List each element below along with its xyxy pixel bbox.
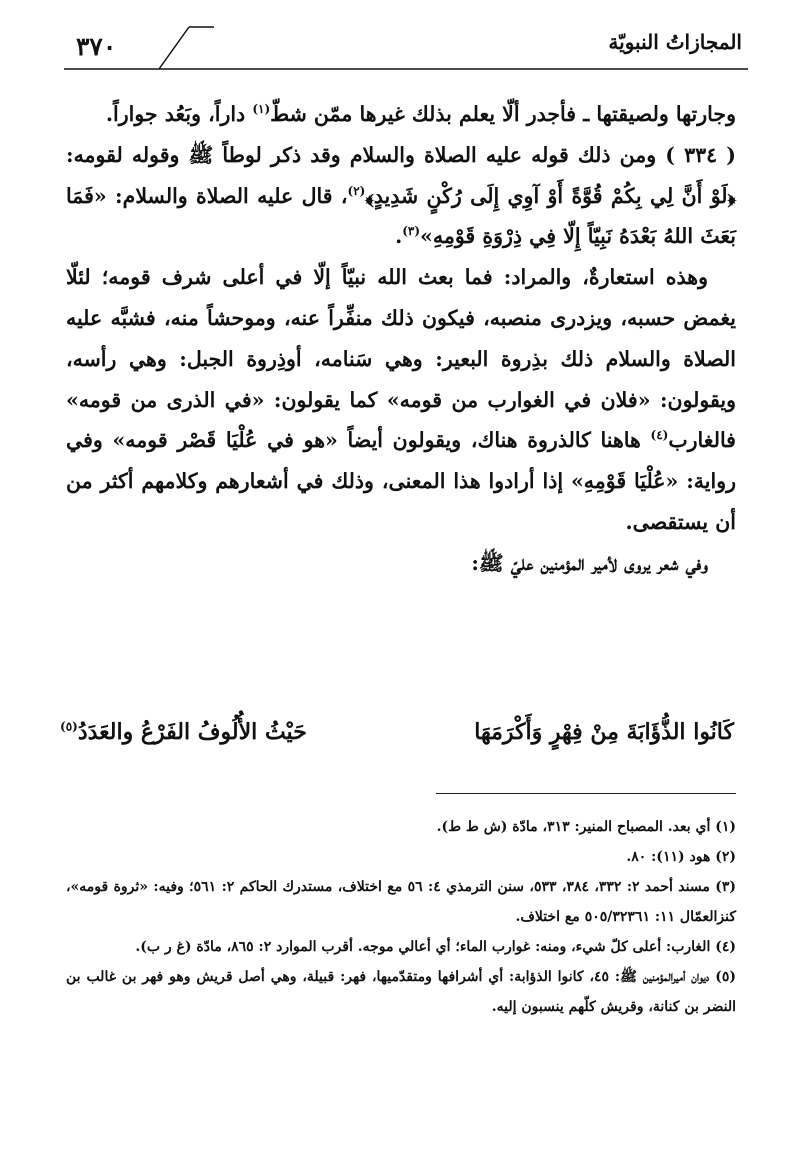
text-run: وهذه استعارةٌ، والمراد: فما بعث الله نبيّاً إلّا في أعلى شرف قومه؛ لئلّا يغمض حسبه، ويزدرى منصبه، فيكون ذلك منفِّراً عنه، وموحشاً منه، فشبَّه عليه الصلاة والسلام ذلك بذِروة البعير: وهي سَنامه، أوذِروة الجبل: وهي رأسه، ويقولون: «فلان في الغوارب من قومه» كما يقولون: «في الذرى من قومه» فالغارب xyxy=(66,265,736,453)
footnote: (٤) الغارب: أعلى كلّ شيء، ومنه: غوارب الماء؛ أي أعالي موجه. أقرب الموارد ٢: ٨٦٥، مادّة (غ ر ب). xyxy=(135,939,736,955)
footnote-ref: (٥) xyxy=(60,719,78,734)
text-run: ، قال عليه الصلاة والسلام: «فَمَا بَعَثَ اللهُ بَعْدَهُ نَبِيّاً إِلّا فِي ذِرْوَةِ قَوْمِهِ» xyxy=(66,183,736,249)
paragraph xyxy=(66,135,736,257)
footnote-ref: (٢) xyxy=(347,183,366,198)
text-run: ومن ذلك قوله عليه الصلاة والسلام وقد ذكر لوطاً ﷺ وقوله لقومه: ﴿لَوْ أَنَّ لِي بِكُمْ قُوَّةً أَوْ آوِي إِلَى رُكْنٍ شَدِيدٍ﴾ xyxy=(66,142,736,208)
footnotes xyxy=(66,812,736,1022)
footnote-ref: (٤) xyxy=(650,428,669,443)
text-run: وجارتها ولصيقتها ـ فأجدر ألّا يعلم بذلك غيرها ممّن شطّ xyxy=(270,102,736,126)
text-run: . xyxy=(395,224,403,249)
running-header xyxy=(64,22,748,72)
text-run: هاهنا كالذروة هناك، ويقولون أيضاً «هو في عُلْيَا قَصْر قومه» وفي رواية: «عُلْيَا قَوْمِهِ» إذا أرادوا هذا المعنى، وذلك في أشعارهم وكلامهم أكثر من أن يستقصى. xyxy=(66,428,736,534)
text-run: حَيْثُ الأُلُوفُ الفَرْعُ والعَدَدُ xyxy=(77,719,307,745)
footnote-ref: (٣) xyxy=(402,224,421,239)
poem-verse xyxy=(60,719,734,763)
footnote-separator xyxy=(436,793,736,794)
hemistich-first: كَانُوا الذُّؤَابَةَ مِنْ فِهْرٍ وَأَكْرَمَهَا xyxy=(474,719,734,745)
hemistich-second xyxy=(60,719,307,745)
footnote: (١) أي بعد. المصباح المنير: ٣١٣، مادّة (ش ط ط). xyxy=(436,819,736,835)
paragraph xyxy=(66,543,736,584)
text-run: وفي شعر يروى لأمير المؤمنين عليّ ﷺ: xyxy=(471,550,708,575)
book-title: المجازاتُ النبويّة xyxy=(608,30,742,54)
footnote: (٣) مسند أحمد ٢: ٣٣٢، ٣٨٤، ٥٣٣، سنن الترمذي ٤: ٥٦ مع اختلاف، مستدرك الحاكم ٢: ٥٦١؛ وفيه: «ثروة قومه»، كنزالعمّال ١١: ٥٠٥/٣٢٣٦١ مع اختلاف. xyxy=(66,879,737,925)
entry-number: ( ٣٣٤ ) xyxy=(665,142,736,167)
main-text xyxy=(66,94,736,584)
text-run: داراً، وبَعُد جواراً. xyxy=(105,102,253,126)
paragraph xyxy=(66,94,736,135)
page-number: ٣٧٠ xyxy=(76,32,117,61)
paragraph xyxy=(66,257,736,543)
footnote: (٢) هود (١١): ٨٠. xyxy=(626,849,736,865)
footnote-ref: (١) xyxy=(252,102,271,117)
footnote: (٥) ديوان أميرالمؤمنين ﷺ: ٤٥، كانوا الذؤابة: أي أشرافها ومتقدّميها، فهر: قبيلة، وهي أصل قريش وهو فهر بن غالب بن النضر بن كنانة، وقريش كلّهم ينسبون إليه. xyxy=(66,969,736,1015)
